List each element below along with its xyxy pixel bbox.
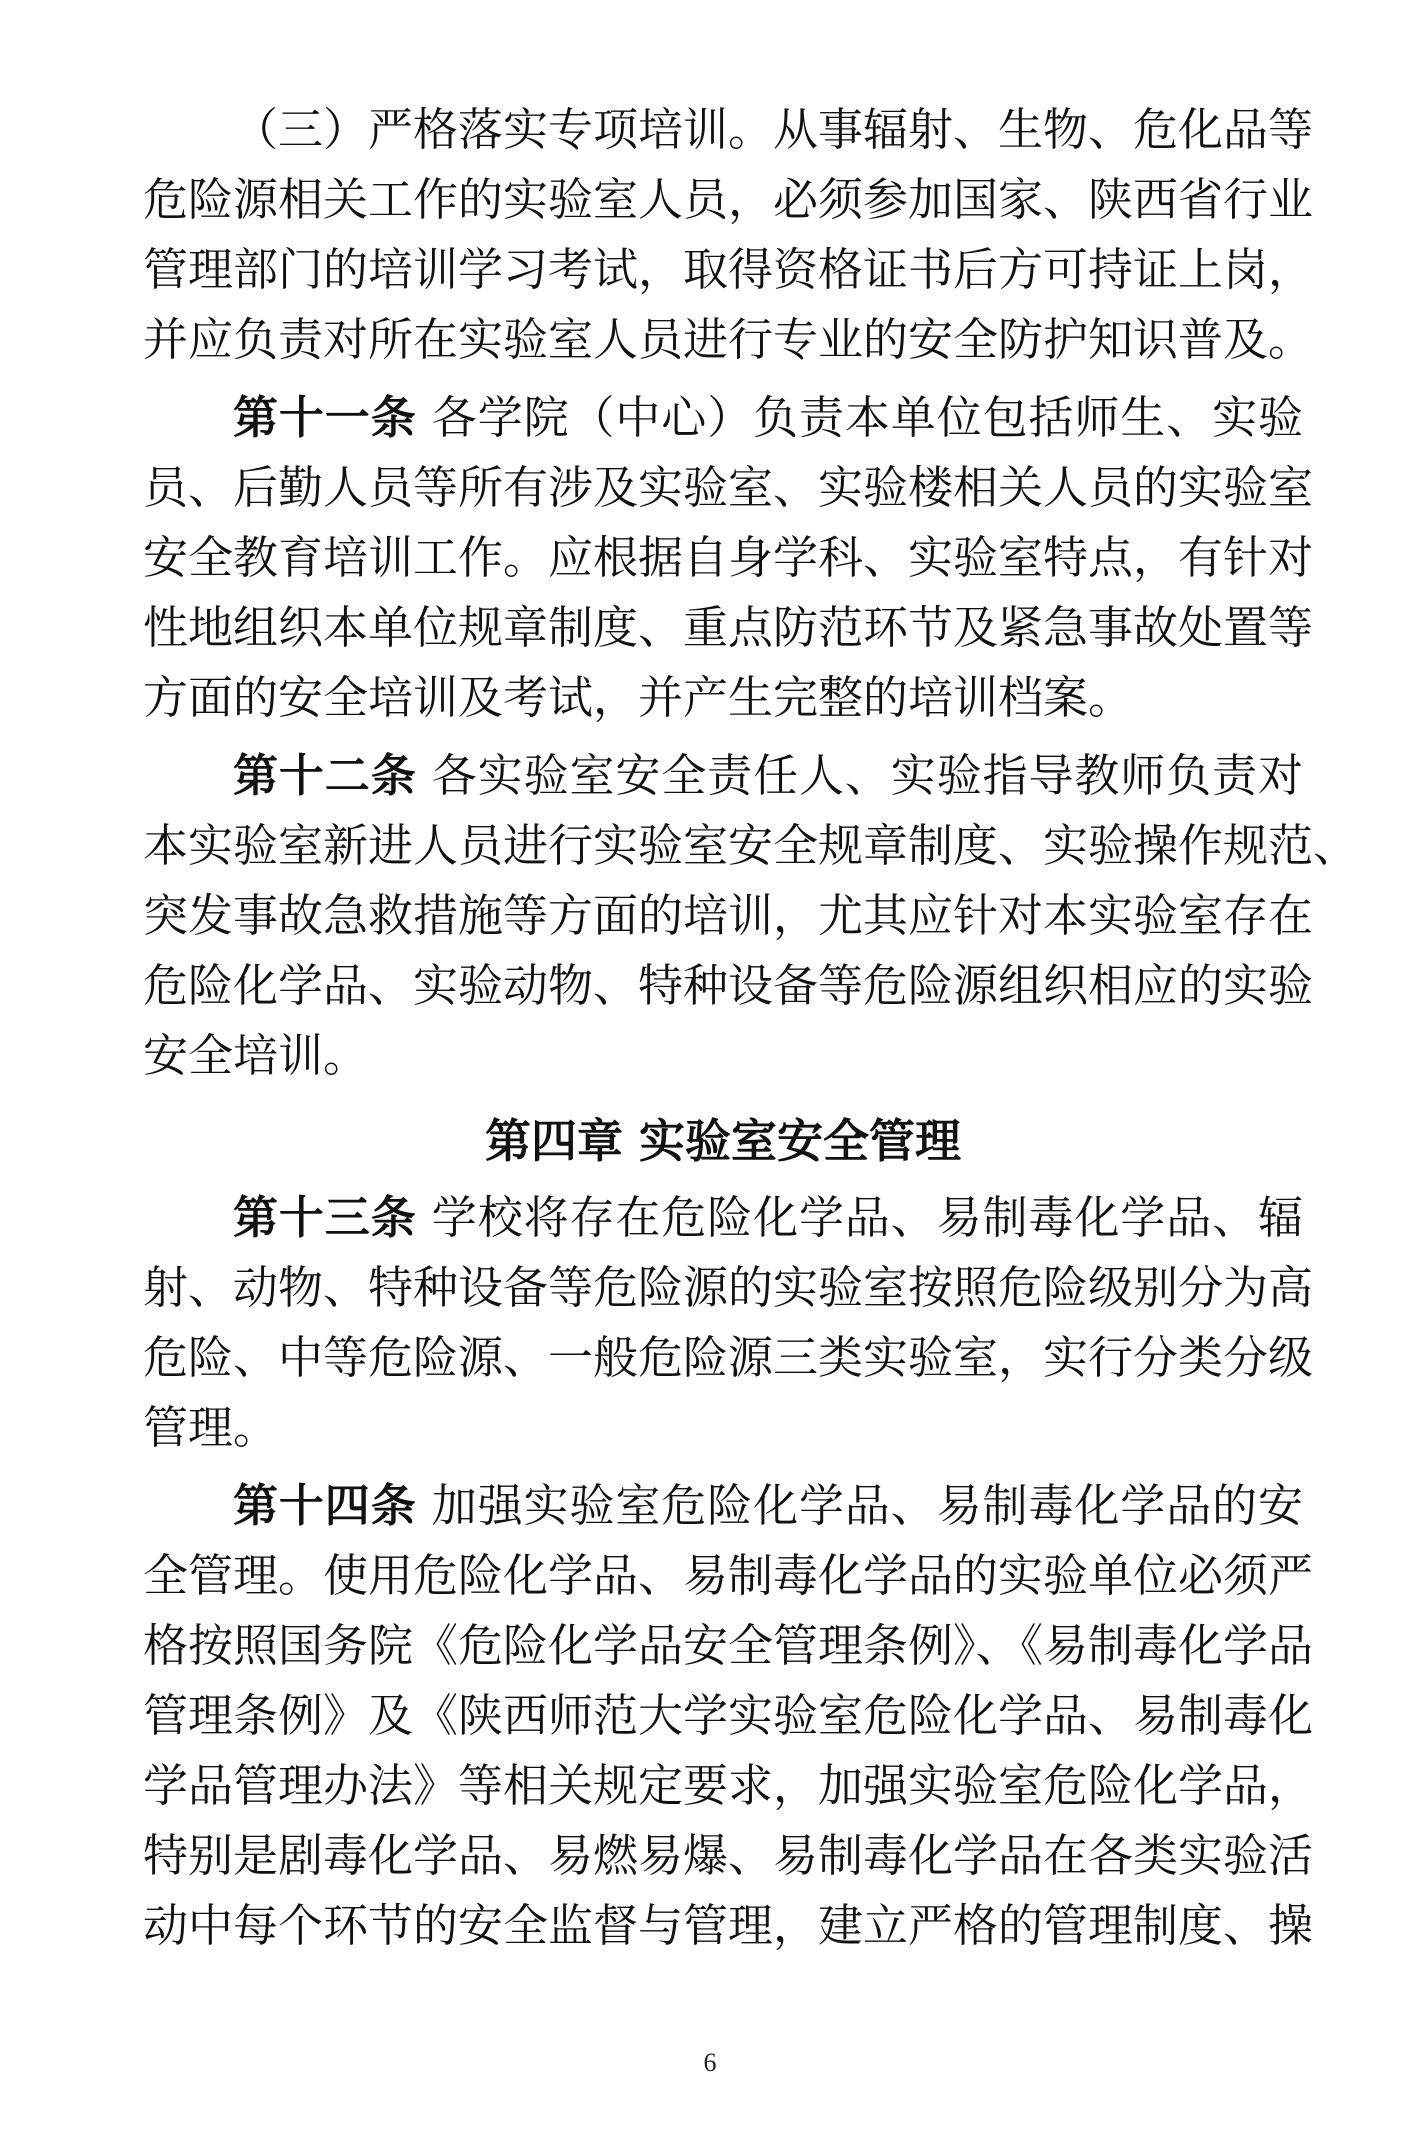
text-line: 管理。 [143, 1401, 279, 1454]
text-line: 全管理。使用危险化学品、易制毒化学品的实验单位必须严 [143, 1549, 1314, 1602]
text-line [143, 1183, 1303, 1253]
article-12 [143, 741, 1359, 1091]
text-line: 管理条例》及《陕西师范大学实验室危险化学品、易制毒化 [143, 1689, 1314, 1742]
text-line: 本实验室新进人员进行实验室安全规章制度、实验操作规范、 [143, 819, 1359, 872]
text-line [143, 741, 1303, 811]
article-14 [143, 1471, 1314, 1961]
document-body [143, 95, 1359, 1961]
chapter-heading: 第四章 实验室安全管理 [484, 1114, 961, 1168]
article-number: 第十一条 [233, 391, 417, 444]
text-line: 突发事故急救措施等方面的培训，尤其应针对本实验室存在 [143, 889, 1314, 942]
article-11 [143, 383, 1314, 733]
page-number: 6 [703, 2048, 717, 2077]
article-number: 第十三条 [233, 1191, 417, 1244]
article-13 [143, 1183, 1314, 1463]
article-text: 学校将存在危险化学品、易制毒化学品、辐 [416, 1191, 1303, 1244]
paragraph-special-training [143, 95, 1314, 375]
text-line [143, 1471, 1303, 1541]
text-line: 并应负责对所在实验室人员进行专业的安全防护知识普及。 [143, 313, 1314, 366]
text-line: （三）严格落实专项培训。从事辐射、生物、危化品等 [233, 103, 1314, 156]
article-number: 第十二条 [233, 749, 417, 802]
article-text: 各学院（中心）负责本单位包括师生、实验 [416, 391, 1303, 444]
text-line: 特别是剧毒化学品、易燃易爆、易制毒化学品在各类实验活 [143, 1829, 1314, 1882]
text-line: 员、后勤人员等所有涉及实验室、实验楼相关人员的实验室 [143, 461, 1314, 514]
text-line: 动中每个环节的安全监督与管理，建立严格的管理制度、操 [143, 1899, 1314, 1952]
article-number: 第十四条 [233, 1479, 417, 1532]
text-line: 格按照国务院《危险化学品安全管理条例》、《易制毒化学品 [143, 1619, 1314, 1672]
text-line [143, 383, 1303, 453]
text-line: 安全培训。 [143, 1029, 369, 1082]
article-text: 各实验室安全责任人、实验指导教师负责对 [416, 749, 1303, 802]
text-line: 危险化学品、实验动物、特种设备等危险源组织相应的实验 [143, 959, 1314, 1012]
article-text: 加强实验室危险化学品、易制毒化学品的安 [416, 1479, 1303, 1532]
text-line: 方面的安全培训及考试，并产生完整的培训档案。 [143, 671, 1134, 724]
text-line: 性地组织本单位规章制度、重点防范环节及紧急事故处置等 [143, 601, 1314, 654]
text-line: 管理部门的培训学习考试，取得资格证书后方可持证上岗， [143, 243, 1314, 296]
text-line: 射、动物、特种设备等危险源的实验室按照危险级别分为高 [143, 1261, 1314, 1314]
text-line: 学品管理办法》等相关规定要求，加强实验室危险化学品， [143, 1759, 1314, 1812]
text-line: 危险、中等危险源、一般危险源三类实验室，实行分类分级 [143, 1331, 1314, 1384]
text-line: 安全教育培训工作。应根据自身学科、实验室特点，有针对 [143, 531, 1314, 584]
text-line: 危险源相关工作的实验室人员，必须参加国家、陕西省行业 [143, 173, 1314, 226]
